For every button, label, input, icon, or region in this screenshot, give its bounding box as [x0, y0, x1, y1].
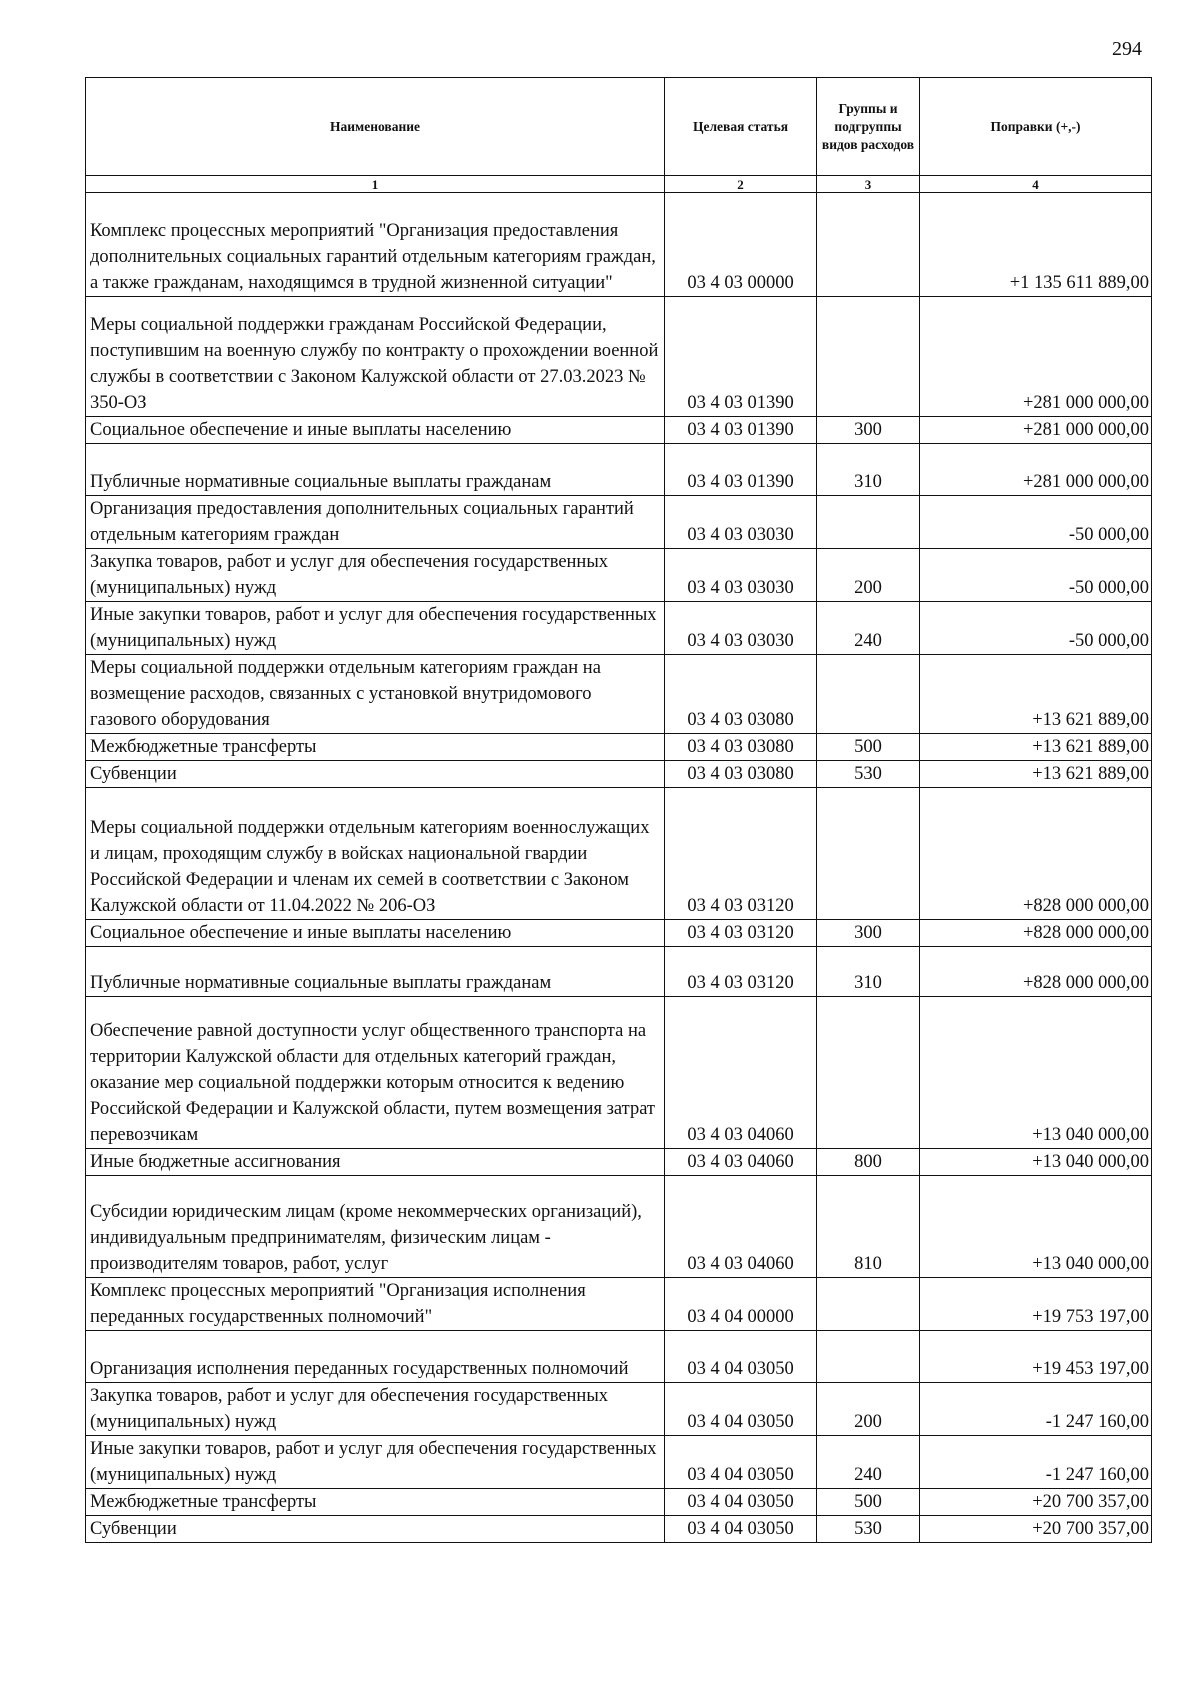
- row-amendment-amount: +19 753 197,00: [920, 1278, 1152, 1331]
- row-target-article: 03 4 03 03080: [665, 655, 817, 734]
- table-row: [86, 444, 1152, 496]
- table-row: [86, 496, 1152, 549]
- row-target-article: 03 4 04 03050: [665, 1489, 817, 1516]
- row-expense-group: 800: [817, 1149, 920, 1176]
- row-name: Субвенции: [86, 1516, 665, 1543]
- row-expense-group: 300: [817, 920, 920, 947]
- table-header: [86, 78, 1152, 193]
- table-row: [86, 1176, 1152, 1278]
- row-amendment-amount: +13 040 000,00: [920, 1149, 1152, 1176]
- row-amendment-amount: +13 621 889,00: [920, 655, 1152, 734]
- column-header-amendments: Поправки (+,-): [920, 78, 1152, 176]
- row-expense-group: 240: [817, 1436, 920, 1489]
- row-name: Субвенции: [86, 761, 665, 788]
- row-name: Закупка товаров, работ и услуг для обеспечения государственных (муниципальных) нужд: [86, 549, 665, 602]
- row-expense-group: [817, 655, 920, 734]
- row-name: Социальное обеспечение и иные выплаты населению: [86, 417, 665, 444]
- row-target-article: 03 4 03 00000: [665, 193, 817, 297]
- row-amendment-amount: +13 040 000,00: [920, 997, 1152, 1149]
- table-row: [86, 920, 1152, 947]
- row-target-article: 03 4 03 03120: [665, 920, 817, 947]
- row-target-article: 03 4 03 01390: [665, 417, 817, 444]
- row-amendment-amount: +19 453 197,00: [920, 1331, 1152, 1383]
- table-row: [86, 788, 1152, 920]
- table-row: [86, 297, 1152, 417]
- row-target-article: 03 4 03 01390: [665, 297, 817, 417]
- row-target-article: 03 4 03 03120: [665, 788, 817, 920]
- row-target-article: 03 4 04 03050: [665, 1383, 817, 1436]
- row-target-article: 03 4 03 03080: [665, 761, 817, 788]
- row-target-article: 03 4 03 03080: [665, 734, 817, 761]
- table-row: [86, 1516, 1152, 1543]
- row-amendment-amount: +281 000 000,00: [920, 297, 1152, 417]
- table-row: [86, 1278, 1152, 1331]
- row-expense-group: 530: [817, 1516, 920, 1543]
- row-expense-group: 530: [817, 761, 920, 788]
- table-row: [86, 549, 1152, 602]
- row-target-article: 03 4 03 03030: [665, 549, 817, 602]
- table-row: [86, 1489, 1152, 1516]
- row-target-article: 03 4 03 03030: [665, 602, 817, 655]
- row-amendment-amount: +1 135 611 889,00: [920, 193, 1152, 297]
- row-amendment-amount: -50 000,00: [920, 496, 1152, 549]
- row-target-article: 03 4 03 03120: [665, 947, 817, 997]
- row-target-article: 03 4 04 00000: [665, 1278, 817, 1331]
- row-expense-group: 310: [817, 947, 920, 997]
- row-target-article: 03 4 04 03050: [665, 1436, 817, 1489]
- row-amendment-amount: +13 040 000,00: [920, 1176, 1152, 1278]
- row-amendment-amount: +828 000 000,00: [920, 947, 1152, 997]
- row-target-article: 03 4 03 04060: [665, 1176, 817, 1278]
- row-amendment-amount: -50 000,00: [920, 602, 1152, 655]
- row-amendment-amount: +13 621 889,00: [920, 761, 1152, 788]
- row-expense-group: [817, 997, 920, 1149]
- row-expense-group: [817, 1278, 920, 1331]
- row-expense-group: 500: [817, 1489, 920, 1516]
- row-amendment-amount: +281 000 000,00: [920, 417, 1152, 444]
- row-expense-group: 500: [817, 734, 920, 761]
- row-name: Комплекс процессных мероприятий "Организация исполнения переданных государственных полномочий": [86, 1278, 665, 1331]
- row-name: Публичные нормативные социальные выплаты гражданам: [86, 444, 665, 496]
- row-name: Межбюджетные трансферты: [86, 734, 665, 761]
- row-expense-group: 200: [817, 1383, 920, 1436]
- table-row: [86, 1436, 1152, 1489]
- row-amendment-amount: +13 621 889,00: [920, 734, 1152, 761]
- table-row: [86, 1149, 1152, 1176]
- column-number-3: 3: [817, 176, 920, 193]
- row-name: Организация исполнения переданных государственных полномочий: [86, 1331, 665, 1383]
- table-row: [86, 761, 1152, 788]
- row-name: Комплекс процессных мероприятий "Организация предоставления дополнительных социальных гарантий отдельным категориям граждан, а также гражданам, находящимся в трудной жизненной ситуации": [86, 193, 665, 297]
- row-expense-group: [817, 193, 920, 297]
- row-name: Иные закупки товаров, работ и услуг для обеспечения государственных (муниципальных) нужд: [86, 602, 665, 655]
- row-amendment-amount: +20 700 357,00: [920, 1489, 1152, 1516]
- row-target-article: 03 4 03 01390: [665, 444, 817, 496]
- row-name: Публичные нормативные социальные выплаты гражданам: [86, 947, 665, 997]
- table-row: [86, 193, 1152, 297]
- row-name: Социальное обеспечение и иные выплаты населению: [86, 920, 665, 947]
- row-amendment-amount: -50 000,00: [920, 549, 1152, 602]
- row-name: Меры социальной поддержки гражданам Российской Федерации, поступившим на военную службу по контракту о прохождении военной службы в соответствии с Законом Калужской области от 27.03.2023 № 350-ОЗ: [86, 297, 665, 417]
- row-amendment-amount: +281 000 000,00: [920, 444, 1152, 496]
- row-target-article: 03 4 04 03050: [665, 1331, 817, 1383]
- page-number: 294: [1112, 38, 1142, 60]
- row-amendment-amount: +828 000 000,00: [920, 920, 1152, 947]
- row-expense-group: 310: [817, 444, 920, 496]
- row-amendment-amount: -1 247 160,00: [920, 1436, 1152, 1489]
- column-header-target-article: Целевая статья: [665, 78, 817, 176]
- column-number-2: 2: [665, 176, 817, 193]
- row-target-article: 03 4 03 04060: [665, 1149, 817, 1176]
- row-expense-group: [817, 788, 920, 920]
- table-row: [86, 997, 1152, 1149]
- row-name: Субсидии юридическим лицам (кроме некоммерческих организаций), индивидуальным предпринимателям, физическим лицам - производителям товаров, работ, услуг: [86, 1176, 665, 1278]
- row-name: Иные закупки товаров, работ и услуг для обеспечения государственных (муниципальных) нужд: [86, 1436, 665, 1489]
- row-amendment-amount: +20 700 357,00: [920, 1516, 1152, 1543]
- row-name: Закупка товаров, работ и услуг для обеспечения государственных (муниципальных) нужд: [86, 1383, 665, 1436]
- row-amendment-amount: -1 247 160,00: [920, 1383, 1152, 1436]
- row-expense-group: [817, 496, 920, 549]
- table-row: [86, 602, 1152, 655]
- row-expense-group: 300: [817, 417, 920, 444]
- column-number-4: 4: [920, 176, 1152, 193]
- row-expense-group: 200: [817, 549, 920, 602]
- row-target-article: 03 4 03 03030: [665, 496, 817, 549]
- row-name: Организация предоставления дополнительных социальных гарантий отдельным категориям граждан: [86, 496, 665, 549]
- budget-amendments-table: [85, 77, 1152, 1543]
- row-name: Межбюджетные трансферты: [86, 1489, 665, 1516]
- table-body: [86, 193, 1152, 1543]
- table-row: [86, 947, 1152, 997]
- row-name: Меры социальной поддержки отдельным категориям граждан на возмещение расходов, связанных с установкой внутридомового газового оборудования: [86, 655, 665, 734]
- row-amendment-amount: +828 000 000,00: [920, 788, 1152, 920]
- row-name: Иные бюджетные ассигнования: [86, 1149, 665, 1176]
- column-header-name: Наименование: [86, 78, 665, 176]
- column-header-expense-groups: Группы и подгруппы видов расходов: [817, 78, 920, 176]
- table-row: [86, 1383, 1152, 1436]
- table-row: [86, 417, 1152, 444]
- row-expense-group: [817, 1331, 920, 1383]
- row-expense-group: 240: [817, 602, 920, 655]
- row-name: Обеспечение равной доступности услуг общественного транспорта на территории Калужской области для отдельных категорий граждан, оказание мер социальной поддержки которым относится к ведению Российской Федерации и Калужской области, путем возмещения затрат перевозчикам: [86, 997, 665, 1149]
- table-row: [86, 655, 1152, 734]
- column-number-1: 1: [86, 176, 665, 193]
- row-expense-group: 810: [817, 1176, 920, 1278]
- row-target-article: 03 4 04 03050: [665, 1516, 817, 1543]
- row-expense-group: [817, 297, 920, 417]
- row-name: Меры социальной поддержки отдельным категориям военнослужащих и лицам, проходящим службу в войсках национальной гвардии Российской Федерации и членам их семей в соответствии с Законом Калужской области от 11.04.2022 № 206-ОЗ: [86, 788, 665, 920]
- table-row: [86, 734, 1152, 761]
- row-target-article: 03 4 03 04060: [665, 997, 817, 1149]
- table-row: [86, 1331, 1152, 1383]
